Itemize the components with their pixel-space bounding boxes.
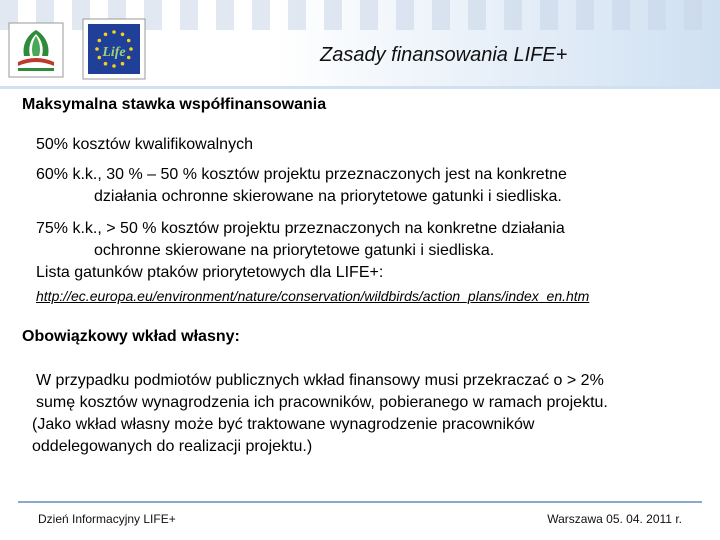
footer-date: Warszawa 05. 04. 2011 r. [547, 512, 682, 526]
cofinancing-item-75-line1: 75% k.k., > 50 % kosztów projektu przeznaczonych na konkretne działania [36, 220, 565, 237]
ministry-logo-icon [8, 22, 64, 78]
cofinancing-item-75-line2: ochronne skierowane na priorytetowe gatunki i siedliska. [94, 242, 495, 259]
footer-divider [18, 501, 702, 503]
cofinancing-item-50: 50% kosztów kwalifikowalnych [36, 136, 253, 153]
section-heading-own-contribution: Obowiązkowy wkład własny: [22, 328, 240, 345]
page-title: Zasady finansowania LIFE+ [320, 44, 568, 66]
header-divider [0, 86, 720, 89]
own-contribution-line4: oddelegowanych do realizacji projektu.) [32, 438, 313, 455]
own-contribution-line3: (Jako wkład własny może być traktowane wynagrodzenie pracowników [32, 416, 535, 433]
section-heading-cofinancing: Maksymalna stawka współfinansowania [22, 96, 327, 113]
cofinancing-item-60 [36, 164, 567, 208]
footer-event-name: Dzień Informacyjny LIFE+ [38, 512, 176, 526]
header-bar [0, 0, 720, 86]
own-contribution-note [32, 414, 534, 458]
cofinancing-item-75 [36, 218, 565, 284]
own-contribution-line1: W przypadku podmiotów publicznych wkład finansowy musi przekraczać o > 2% [36, 372, 604, 389]
cofinancing-item-60-line2: działania ochronne skierowane na priorytetowe gatunki i siedliska. [94, 188, 562, 205]
cofinancing-item-60-line1: 60% k.k., 30 % – 50 % kosztów projektu przeznaczonych jest na konkretne [36, 166, 567, 183]
svg-text:Life: Life [102, 45, 126, 60]
priority-species-label: Lista gatunków ptaków priorytetowych dla LIFE+: [36, 264, 384, 281]
life-eu-logo-icon [82, 18, 146, 80]
own-contribution-text [36, 370, 608, 414]
bird-action-plans-link[interactable]: http://ec.europa.eu/environment/nature/conservation/wildbirds/action_plans/index_en.htm [36, 288, 590, 304]
own-contribution-line2: sumę kosztów wynagrodzenia ich pracowników, pobieranego w ramach projektu. [36, 394, 608, 411]
